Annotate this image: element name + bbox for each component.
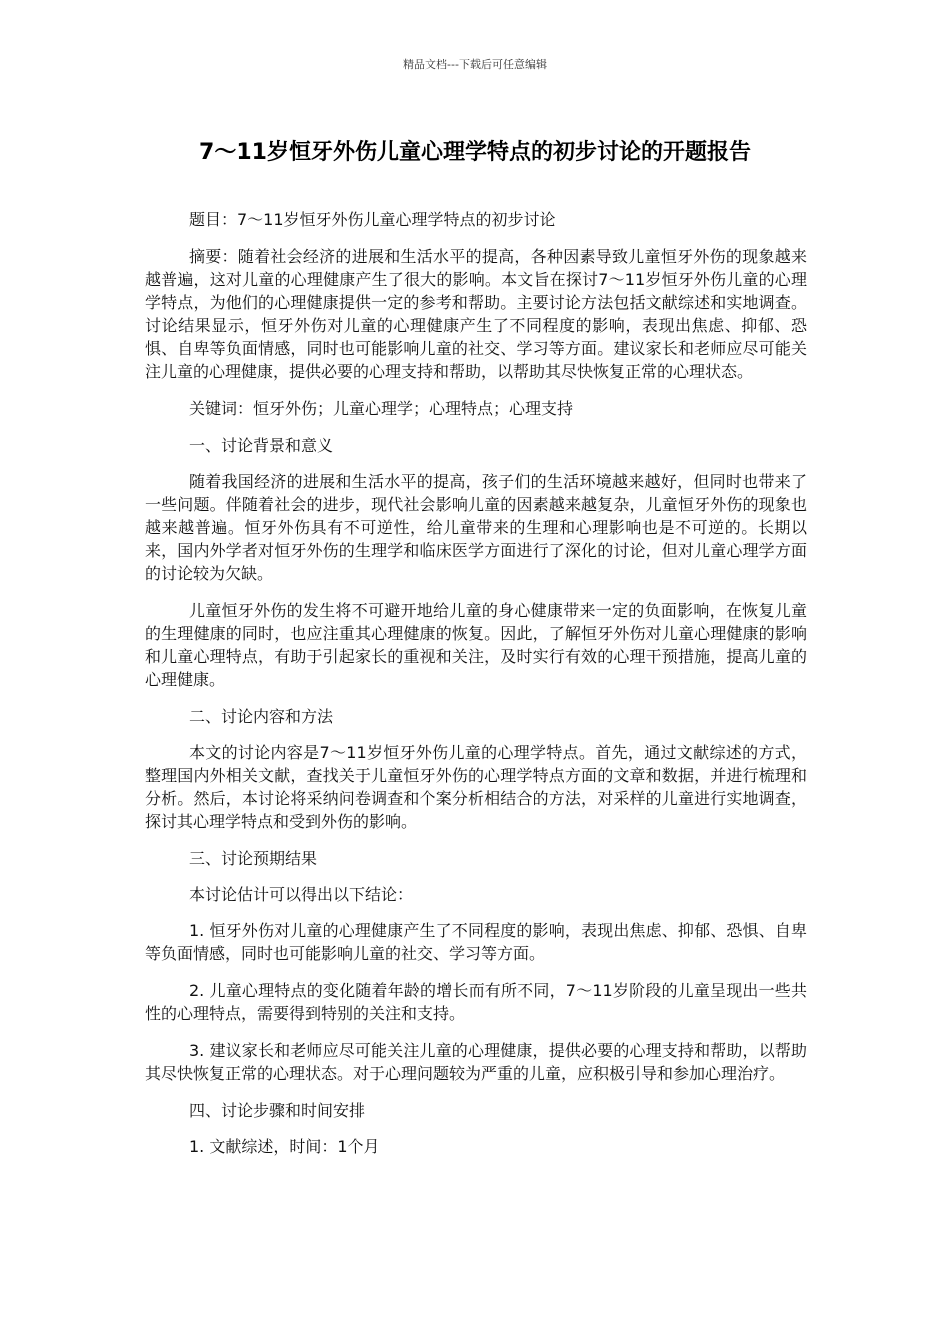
background-paragraph-2: 儿童恒牙外伤的发生将不可避开地给儿童的身心健康带来一定的负面影响，在恢复儿童的生理健康的同时，也应注重其心理健康的恢复。因此，了解恒牙外伤对儿童心理健康的影响和儿童心理特点，有助于引起家长的重视和关注，及时实行有效的心理干预措施，提高儿童的心理健康。: [145, 601, 807, 689]
document-title: 7～11岁恒牙外伤儿童心理学特点的初步讨论的开题报告: [199, 140, 751, 165]
abstract-paragraph: 摘要：随着社会经济的进展和生活水平的提高，各种因素导致儿童恒牙外伤的现象越来越普遍，这对儿童的心理健康产生了很大的影响。本文旨在探讨7～11岁恒牙外伤儿童的心理学特点，为他们的心理健康提供一定的参考和帮助。主要讨论方法包括文献综述和实地调查。讨论结果显示，恒牙外伤对儿童的心理健康产生了不同程度的影响，表现出焦虑、抑郁、恐惧、自卑等负面情感，同时也可能影响儿童的社交、学习等方面。建议家长和老师应尽可能关注儿童的心理健康，提供必要的心理支持和帮助，以帮助其尽快恢复正常的心理状态。: [145, 247, 807, 381]
expected-result-item-3: 3. 建议家长和老师应尽可能关注儿童的心理健康，提供必要的心理支持和帮助，以帮助其尽快恢复正常的心理状态。对于心理问题较为严重的儿童，应积极引导和参加心理治疗。: [145, 1041, 807, 1083]
keywords-line: 关键词：恒牙外伤；儿童心理学；心理特点；心理支持: [189, 399, 574, 418]
section-heading-content-methods: 二、讨论内容和方法: [189, 707, 334, 726]
background-paragraph-1: 随着我国经济的进展和生活水平的提高，孩子们的生活环境越来越好，但同时也带来了一些问题。伴随着社会的进步，现代社会影响儿童的因素越来越复杂，儿童恒牙外伤的现象也越来越普遍。恒牙外伤具有不可逆性，给儿童带来的生理和心理影响也是不可逆的。长期以来，国内外学者对恒牙外伤的生理学和临床医学方面进行了深化的讨论，但对儿童心理学方面的讨论较为欠缺。: [145, 472, 807, 583]
expected-result-item-1: 1. 恒牙外伤对儿童的心理健康产生了不同程度的影响，表现出焦虑、抑郁、恐惧、自卑等负面情感，同时也可能影响儿童的社交、学习等方面。: [145, 921, 807, 963]
section-heading-expected-results: 三、讨论预期结果: [189, 849, 318, 868]
document-body: [145, 208, 807, 1172]
expected-results-intro: 本讨论估计可以得出以下结论：: [189, 885, 414, 904]
page-header-watermark: 精品文档---下载后可任意编辑: [403, 58, 547, 71]
expected-result-item-2: 2. 儿童心理特点的变化随着年龄的增长而有所不同，7～11岁阶段的儿童呈现出一些共性的心理特点，需要得到特别的关注和支持。: [145, 981, 807, 1023]
schedule-item-1: 1. 文献综述，时间：1个月: [189, 1137, 380, 1156]
subject-line: 题目：7～11岁恒牙外伤儿童心理学特点的初步讨论: [189, 210, 556, 229]
section-heading-background: 一、讨论背景和意义: [189, 436, 334, 455]
section-heading-steps-schedule: 四、讨论步骤和时间安排: [189, 1101, 366, 1120]
content-methods-paragraph: 本文的讨论内容是7～11岁恒牙外伤儿童的心理学特点。首先，通过文献综述的方式，整理国内外相关文献，查找关于儿童恒牙外伤的心理学特点方面的文章和数据，并进行梳理和分析。然后，本讨论将采纳问卷调查和个案分析相结合的方法，对采样的儿童进行实地调查，探讨其心理学特点和受到外伤的影响。: [145, 743, 807, 831]
